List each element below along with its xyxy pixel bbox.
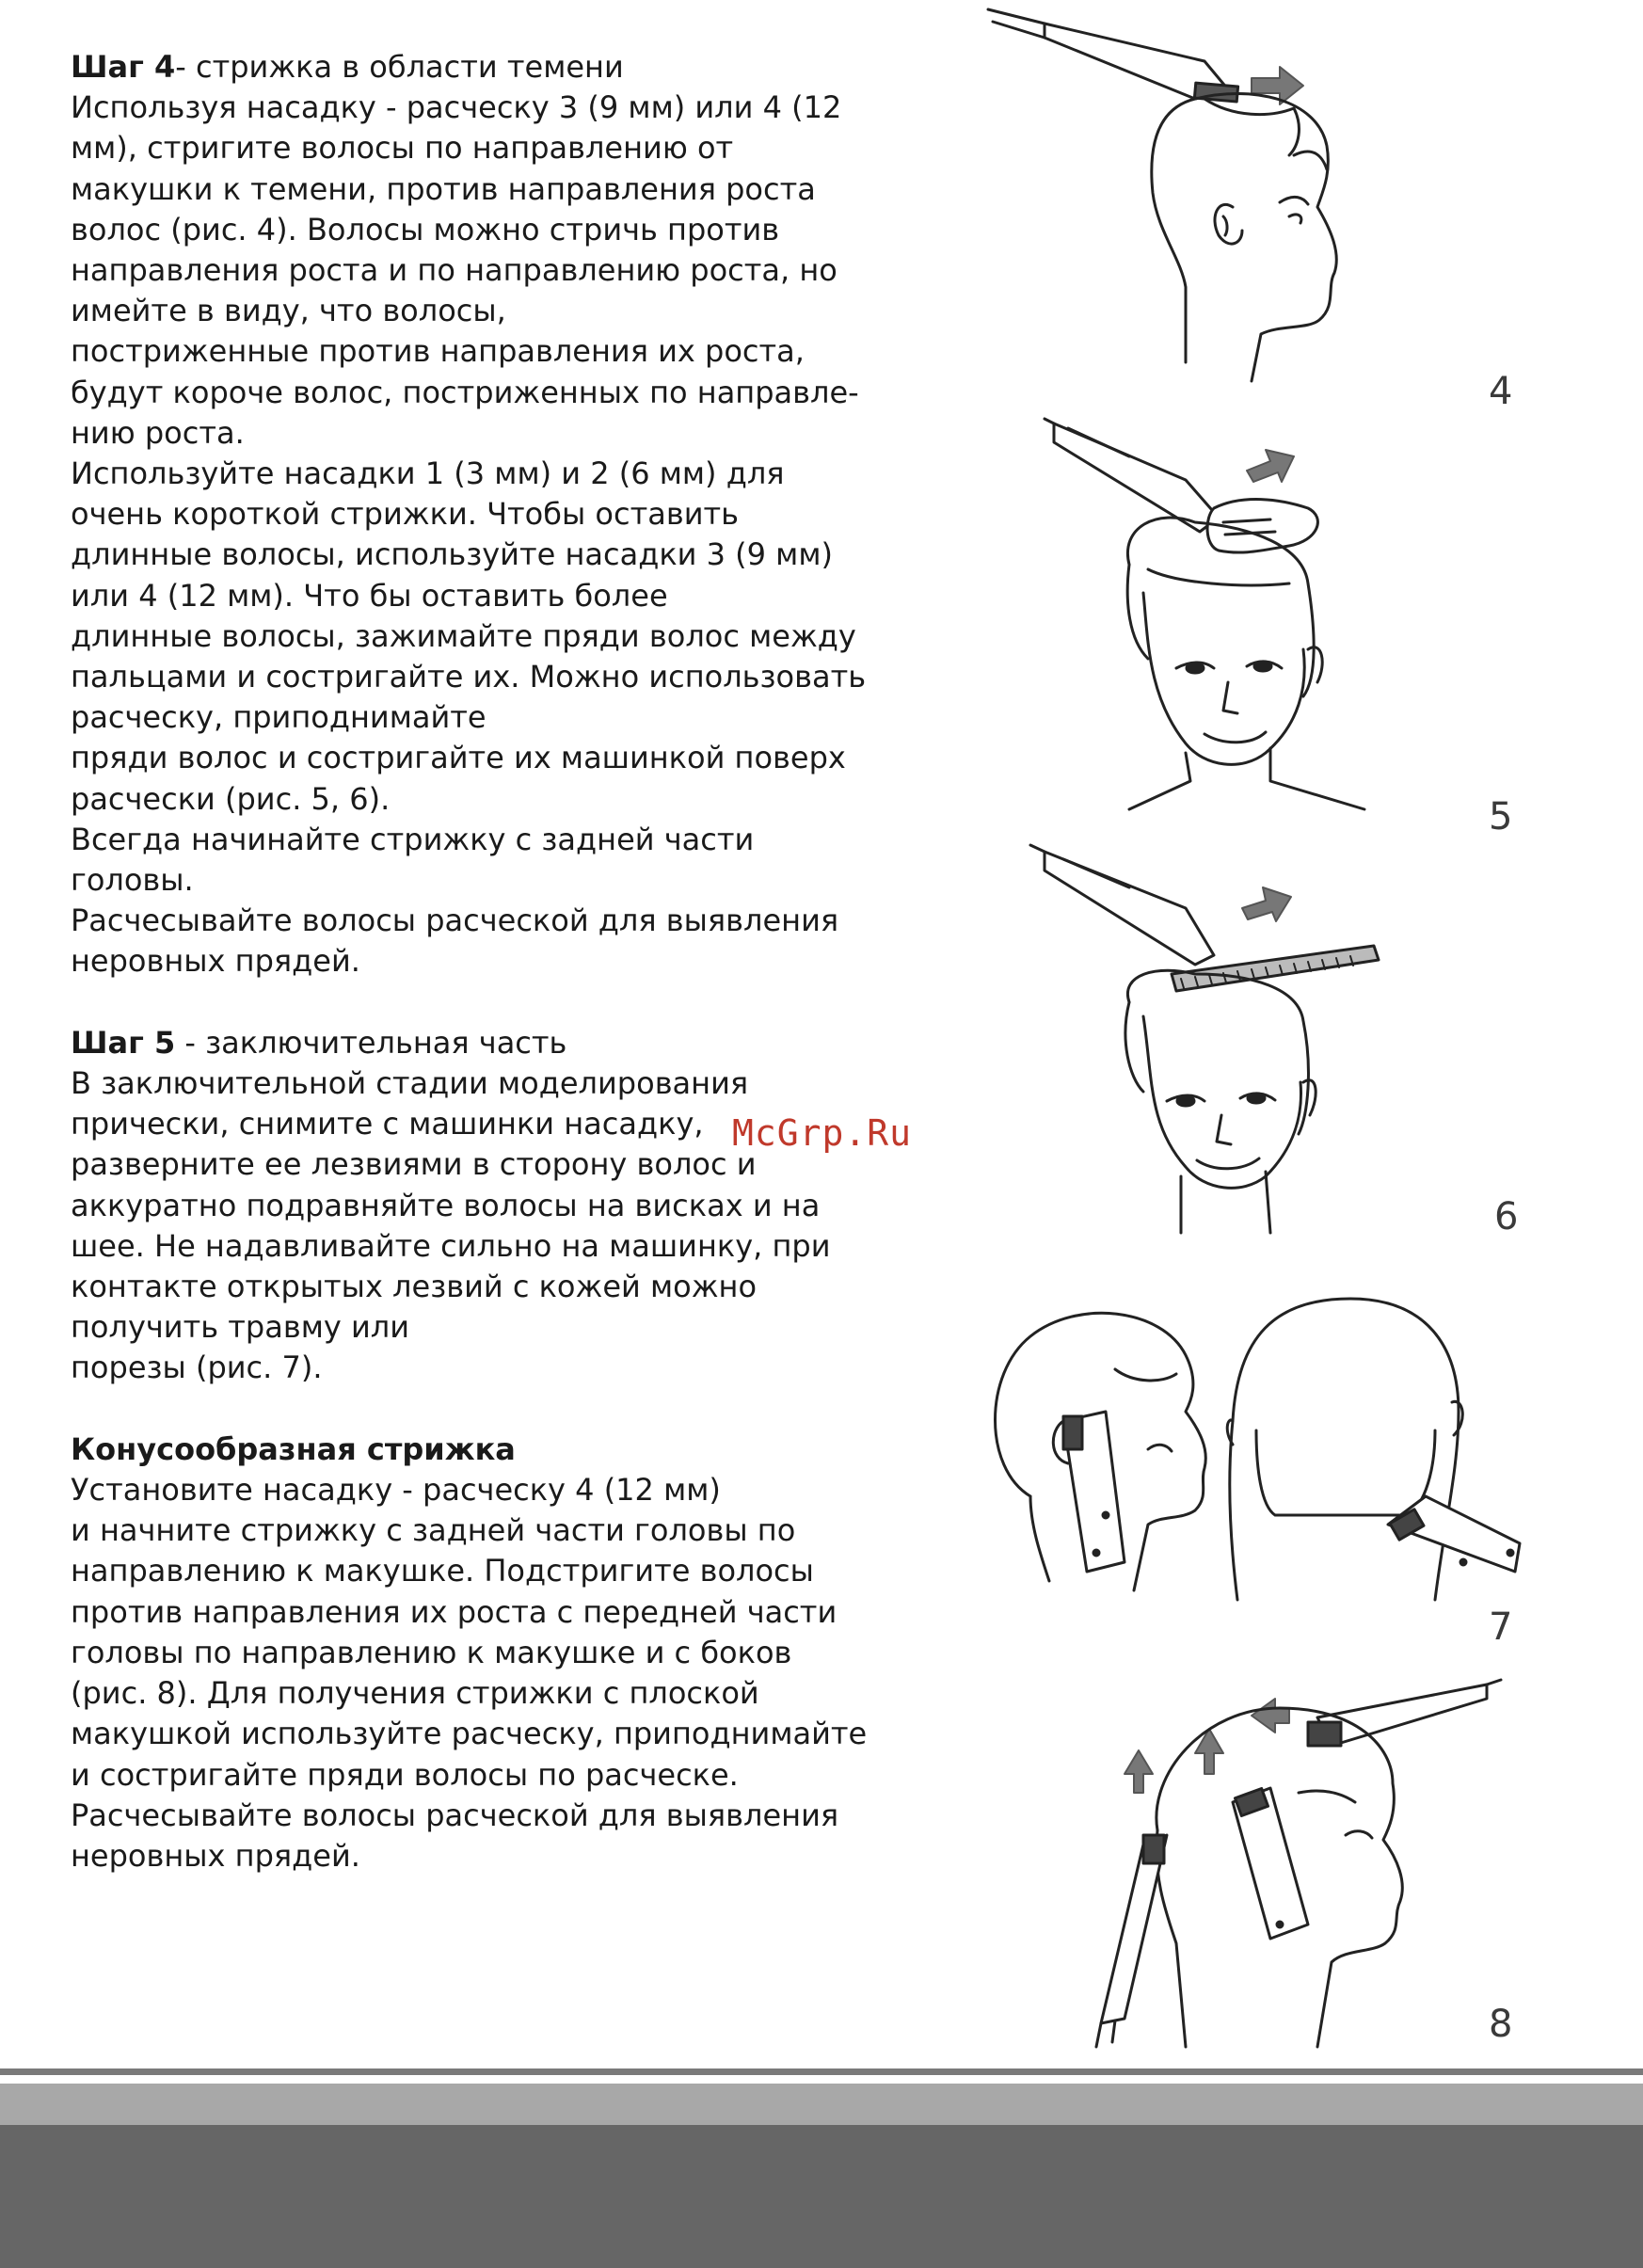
step4-line: мм), стригите волосы по направлению от <box>71 130 734 167</box>
step4-line: Используйте насадки 1 (3 мм) и 2 (6 мм) для <box>71 455 785 492</box>
cone-line: головы по направлению к макушке и с боков <box>71 1634 792 1670</box>
figure-5-number: 5 <box>1489 795 1513 839</box>
step5-line: прически, снимите с машинки насадку, <box>71 1106 704 1142</box>
step4-line: Расчесывайте волосы расческой для выявления <box>71 902 839 939</box>
step5-line: аккуратно подравняйте волосы на висках и на <box>71 1187 821 1223</box>
cone-line: (рис. 8). Для получения стрижки с плоской <box>71 1675 759 1712</box>
spacer <box>71 982 823 1023</box>
clipper-icon <box>1053 1412 1125 1572</box>
clipper-icon <box>988 9 1238 102</box>
figure-7-illustration <box>974 1280 1539 1637</box>
cone-line: Установите насадку - расческу 4 (12 мм) <box>71 1472 721 1509</box>
instructions-text <box>71 47 868 1877</box>
step4-line: длинные волосы, используйте насадки 3 (9 мм) <box>71 536 833 573</box>
cone-line: против направления их роста с передней части <box>71 1593 837 1630</box>
watermark: McGrp.Ru <box>732 1112 913 1154</box>
step4-line: направления роста и по направлению роста, но <box>71 252 837 289</box>
cone-line: макушкой используйте расческу, приподнимайте <box>71 1716 868 1752</box>
step4-line: пальцами и состригайте их. Можно использовать <box>71 659 867 695</box>
step5-line: разверните ее лезвиями в сторону волос и <box>71 1146 757 1183</box>
step4-line: Используя насадку - расческу 3 (9 мм) или 4 (12 <box>71 89 842 126</box>
cone-line: Расчесывайте волосы расческой для выявления <box>71 1797 839 1833</box>
step5-line: В заключительной стадии моделирования <box>71 1065 749 1102</box>
clipper-icon <box>1308 1680 1501 1746</box>
clipper-icon <box>1045 419 1219 532</box>
footer-rule <box>0 2068 1643 2075</box>
step4-line: постриженные против направления их роста, <box>71 333 805 370</box>
figure-5-illustration <box>1035 414 1393 819</box>
step4-line: расчески (рис. 5, 6). <box>71 780 391 817</box>
spacer <box>71 1389 823 1429</box>
cone-line: неровных прядей. <box>71 1837 360 1874</box>
step4-line: головы. <box>71 862 194 899</box>
step5-title: Шаг 5 <box>71 1024 176 1061</box>
step4-line: или 4 (12 мм). Что бы оставить более <box>71 577 668 614</box>
step5-line: шее. Не надавливайте сильно на машинку, при <box>71 1227 831 1264</box>
step4-line: расческу, приподнимайте <box>71 699 487 736</box>
step4-title-rest: - стрижка в области темени <box>175 49 624 85</box>
cone-line: направлению к макушке. Подстригите волосы <box>71 1553 814 1589</box>
step5-line: порезы (рис. 7). <box>71 1350 323 1386</box>
step4-line: нию роста. <box>71 414 245 451</box>
step4-line: длинные волосы, зажимайте пряди волос между <box>71 617 856 654</box>
footer-band-light <box>0 2084 1643 2125</box>
step5-title-rest: - заключительная часть <box>175 1024 567 1061</box>
direction-arrow-icon <box>1252 1699 1289 1733</box>
direction-arrow-icon <box>1247 450 1294 482</box>
figure-8-number: 8 <box>1489 2003 1513 2046</box>
step4-line: очень короткой стрижки. Чтобы оставить <box>71 496 739 533</box>
step4-line: будут короче волос, постриженных по направле- <box>71 374 859 410</box>
step5-section <box>71 1023 831 1389</box>
step5-line: получить травму или <box>71 1309 409 1346</box>
clipper-icon <box>1233 1788 1308 1939</box>
footer-band-dark <box>0 2125 1643 2268</box>
clipper-icon <box>1030 845 1214 965</box>
cone-section <box>71 1429 868 1877</box>
figure-6-illustration <box>1026 842 1393 1238</box>
figure-6-number: 6 <box>1494 1195 1519 1238</box>
clipper-icon <box>1388 1496 1520 1572</box>
direction-arrow-icon <box>1125 1750 1153 1793</box>
step4-line: макушки к темени, против направления роста <box>71 170 816 207</box>
cone-line: и начните стрижку с задней части головы по <box>71 1512 796 1549</box>
direction-arrow-icon <box>1242 887 1291 921</box>
clipper-icon <box>1096 1835 1167 2047</box>
step4-line: Всегда начинайте стрижку с задней части <box>71 821 755 857</box>
step4-heading-line <box>71 47 823 88</box>
figure-4-illustration <box>969 5 1364 400</box>
cone-line: и состригайте пряди волосы по расческе. <box>71 1756 739 1793</box>
step4-section <box>71 47 867 982</box>
step4-line: волос (рис. 4). Волосы можно стричь против <box>71 211 780 248</box>
step4-line: пряди волос и состригайте их машинкой поверх <box>71 740 846 776</box>
step4-title: Шаг 4 <box>71 49 176 85</box>
step5-line: контакте открытых лезвий с кожей можно <box>71 1269 758 1305</box>
step4-line: имейте в виду, что волосы, <box>71 293 506 329</box>
figure-8-illustration <box>1073 1670 1506 2056</box>
step4-line: неровных прядей. <box>71 943 360 980</box>
figure-4-number: 4 <box>1489 370 1513 413</box>
step5-heading-line <box>71 1023 823 1063</box>
cone-title: Конусообразная стрижка <box>71 1430 516 1467</box>
figure-7-number: 7 <box>1489 1605 1513 1649</box>
